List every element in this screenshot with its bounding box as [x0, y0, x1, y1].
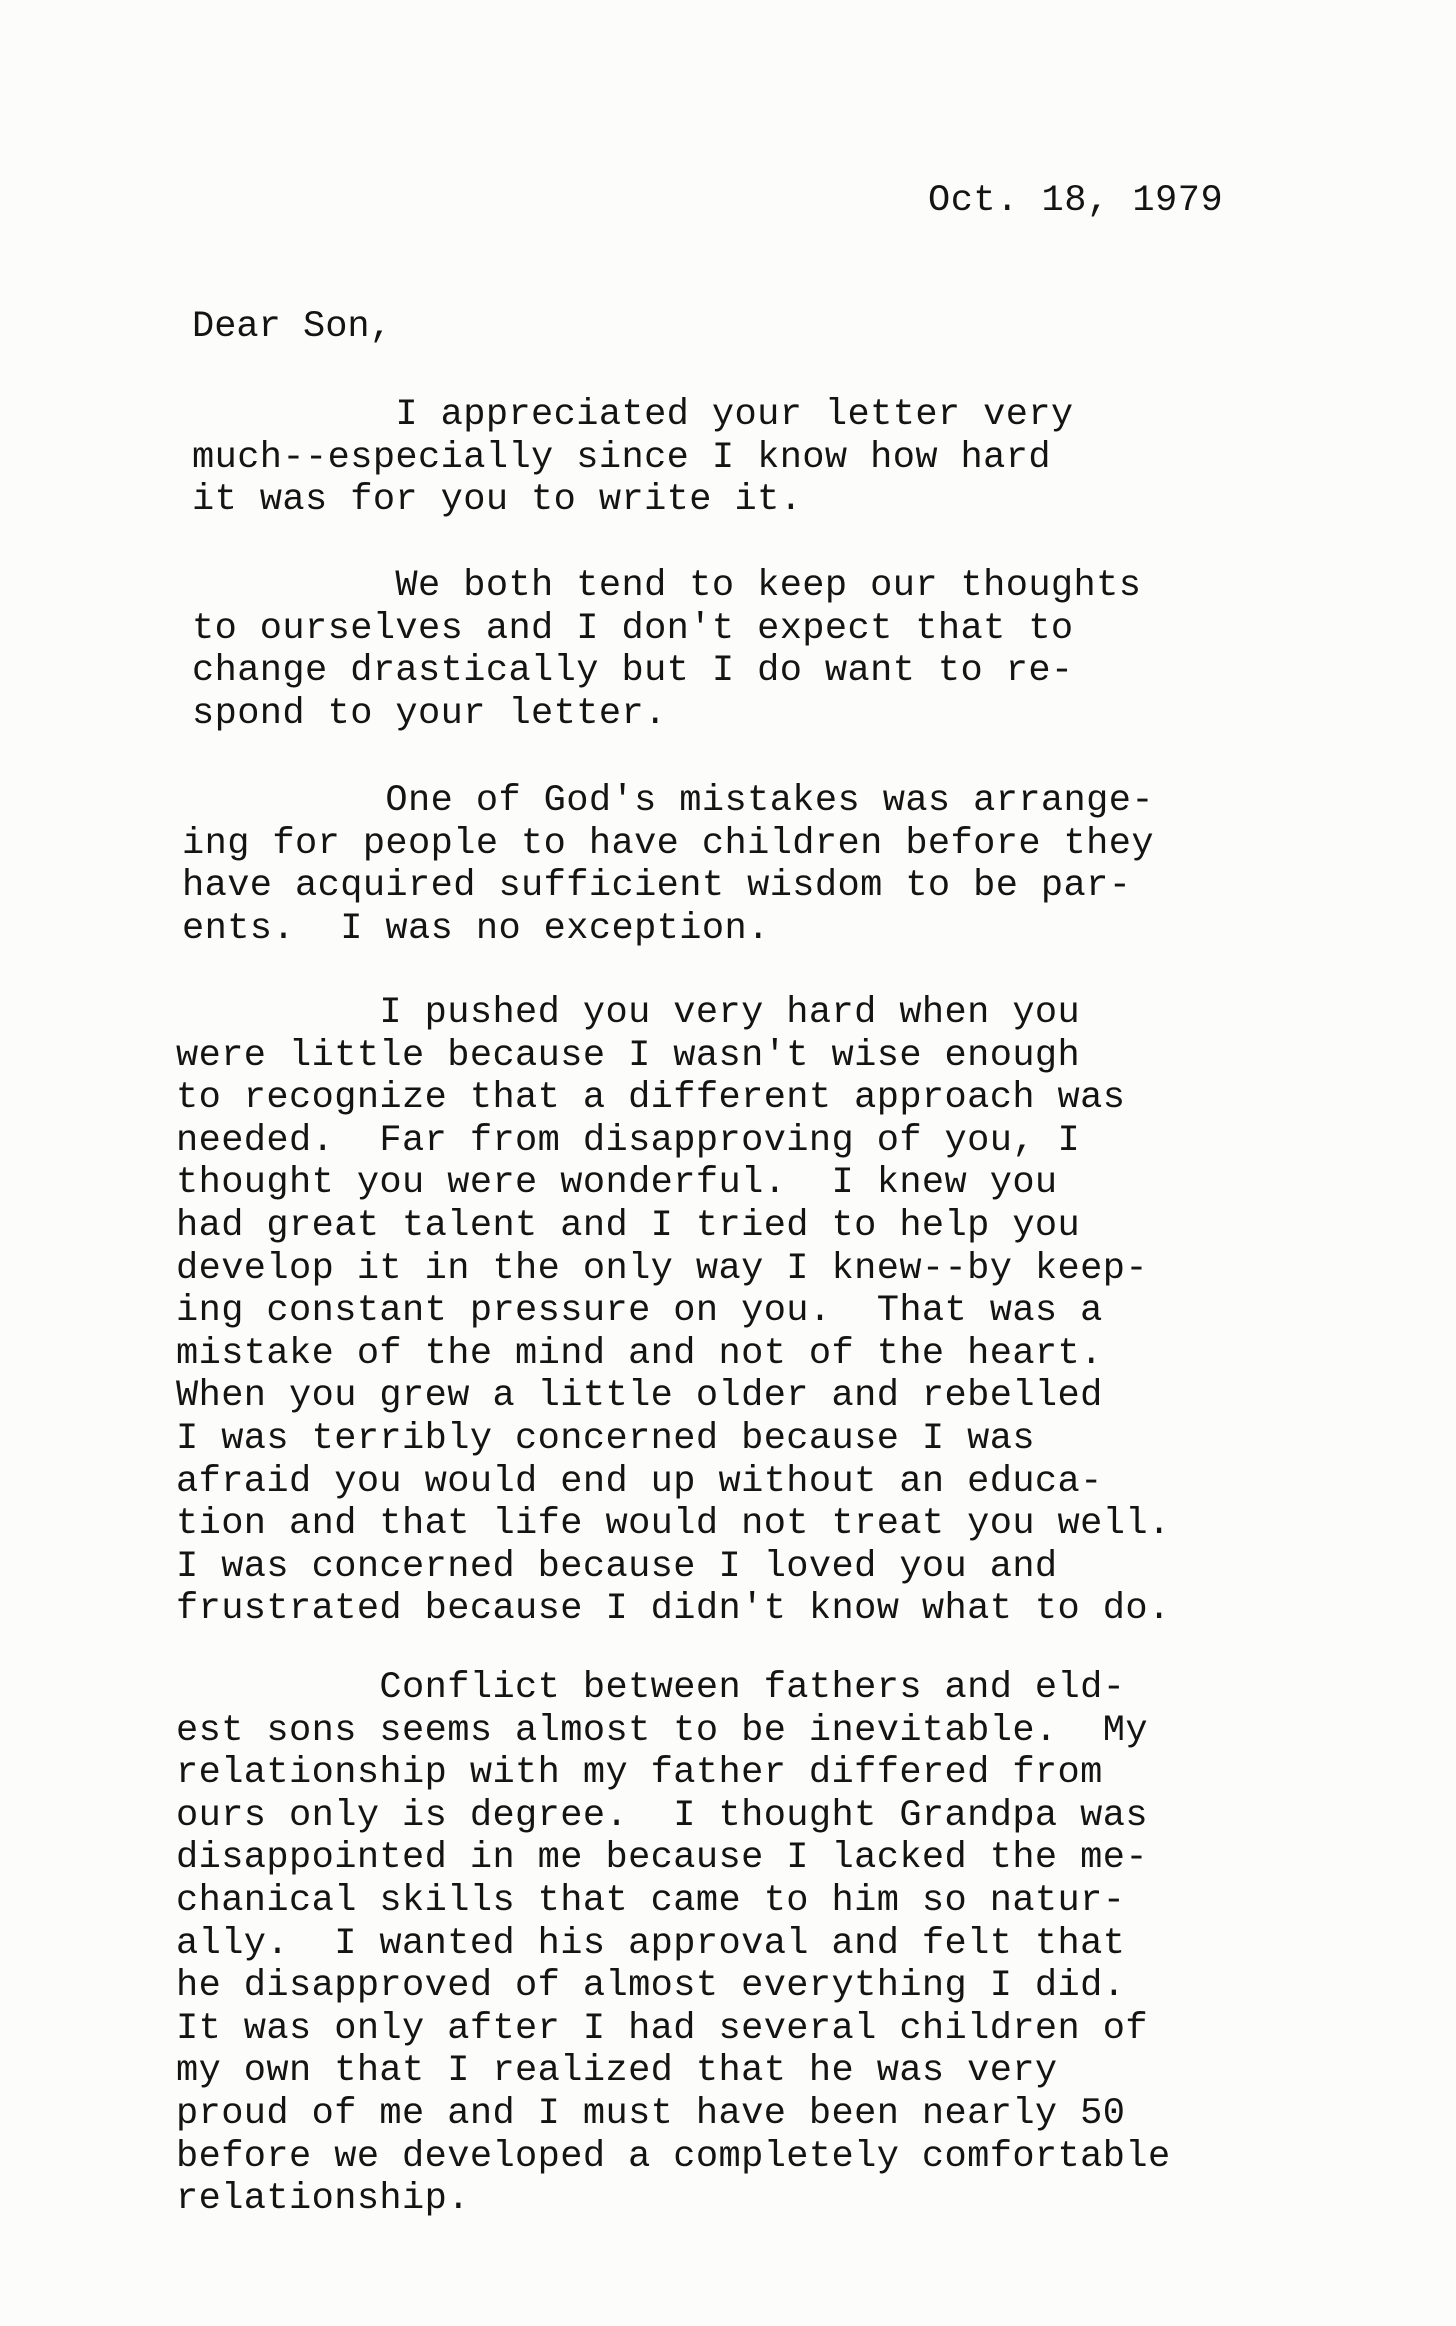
paragraph-line: Conflict between fathers and eld- — [176, 1667, 1126, 1709]
paragraph-line: relationship with my father differed from — [176, 1752, 1103, 1795]
paragraph-line: ing constant pressure on you. That was a — [176, 1290, 1103, 1333]
paragraph-line: I appreciated your letter very — [192, 394, 1074, 436]
paragraph-line: I pushed you very hard when you — [176, 992, 1081, 1034]
paragraph-line: develop it in the only way I knew--by keep- — [176, 1247, 1148, 1290]
paragraph-line: ours only is degree. I thought Grandpa was — [176, 1794, 1148, 1837]
paragraph-line: it was for you to write it. — [192, 479, 803, 522]
paragraph-line: I was terribly concerned because I was — [176, 1417, 1035, 1460]
paragraph-5 — [176, 1667, 1171, 2221]
paragraph-line: est sons seems almost to be inevitable. My — [176, 1709, 1148, 1752]
paragraph-line: thought you were wonderful. I knew you — [176, 1162, 1058, 1205]
paragraph-line: needed. Far from disapproving of you, I — [176, 1119, 1081, 1162]
paragraph-line: One of God's mistakes was arrange- — [182, 780, 1154, 822]
paragraph-line: proud of me and I must have been nearly 50 — [176, 2092, 1126, 2135]
salutation: Dear Son, — [192, 306, 392, 348]
paragraph-line: spond to your letter. — [192, 692, 667, 735]
paragraph-line: frustrated because I didn't know what to do. — [176, 1588, 1171, 1631]
paragraph-line: afraid you would end up without an educa- — [176, 1460, 1103, 1503]
paragraph-line: When you grew a little older and rebelled — [176, 1375, 1103, 1418]
paragraph-1 — [192, 394, 1074, 522]
paragraph-line: to ourselves and I don't expect that to — [192, 607, 1074, 650]
paragraph-line: mistake of the mind and not of the heart. — [176, 1332, 1103, 1375]
paragraph-line: much--especially since I know how hard — [192, 436, 1051, 479]
paragraph-3 — [182, 780, 1154, 950]
paragraph-line: my own that I realized that he was very — [176, 2050, 1058, 2093]
paragraph-line: tion and that life would not treat you well. — [176, 1503, 1171, 1546]
paragraph-line: chanical skills that came to him so natur- — [176, 1879, 1126, 1922]
paragraph-line: were little because I wasn't wise enough — [176, 1034, 1081, 1077]
letter-date: Oct. 18, 1979 — [928, 180, 1224, 222]
paragraph-line: relationship. — [176, 2178, 470, 2221]
paragraph-line: he disapproved of almost everything I did. — [176, 1965, 1126, 2008]
paragraph-line: before we developed a completely comfortable — [176, 2135, 1171, 2178]
paragraph-line: ally. I wanted his approval and felt that — [176, 1922, 1126, 1965]
paragraph-line: have acquired sufficient wisdom to be par- — [182, 865, 1132, 908]
paragraph-line: disappointed in me because I lacked the me- — [176, 1837, 1148, 1880]
paragraph-line: had great talent and I tried to help you — [176, 1204, 1081, 1247]
paragraph-line: I was concerned because I loved you and — [176, 1545, 1058, 1588]
paragraph-4 — [176, 992, 1171, 1631]
paragraph-2 — [192, 565, 1141, 735]
paragraph-line: change drastically but I do want to re- — [192, 650, 1074, 693]
paragraph-line: We both tend to keep our thoughts — [192, 565, 1142, 607]
paragraph-line: It was only after I had several children of — [176, 2007, 1148, 2050]
paragraph-line: to recognize that a different approach was — [176, 1077, 1126, 1120]
paragraph-line: ing for people to have children before they — [182, 822, 1154, 865]
paragraph-line: ents. I was no exception. — [182, 907, 770, 950]
